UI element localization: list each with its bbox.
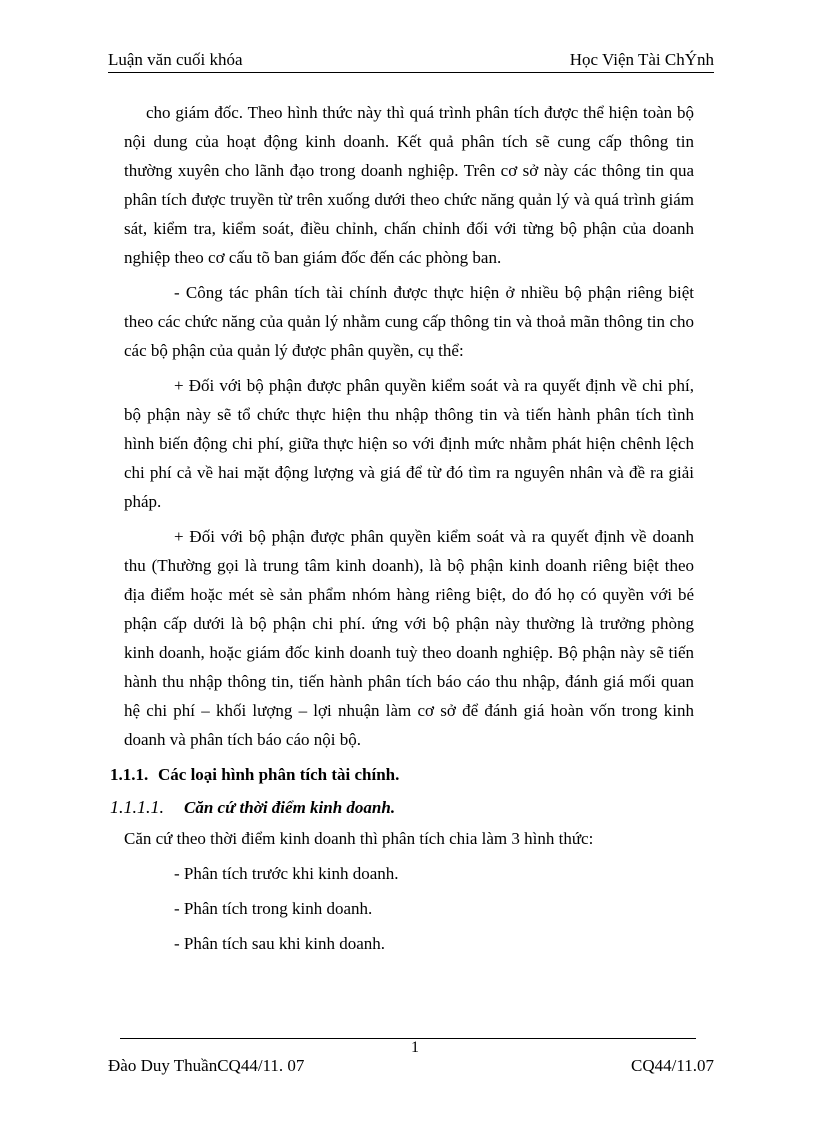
list-item: - Phân tích sau khi kinh doanh. xyxy=(174,934,386,953)
paragraph-2: - Công tác phân tích tài chính được thực hiện ở nhiều bộ phận riêng biệt theo các chức năng của quản lý nhằm cung cấp thông tin và thoả mãn thông tin cho các bộ phận của quản lý được phân quyền, cụ thể: xyxy=(124,283,694,360)
paragraph-1: cho giám đốc. Theo hình thức này thì quá trình phân tích được thể hiện toàn bộ nội dung của hoạt động kinh doanh. Kết quả phân tích sẽ cung cấp thông tin thường xuyên cho lãnh đạo trong doanh nghiệp. Trên cơ sở này các thông tin qua phân tích được truyền từ trên xuống dưới theo chức năng quản lý và quá trình giám sát, kiểm tra, kiểm soát, điều chỉnh, chấn chỉnh đối với từng bộ phận của doanh nghiệp theo cơ cấu tõ ban giám đốc đến các phòng ban. xyxy=(124,103,694,267)
subsection-number: 1.1.1.1. xyxy=(110,797,164,817)
subsection-title: Căn cứ thời điểm kinh doanh. xyxy=(184,798,396,817)
section-heading xyxy=(110,760,694,789)
section-number: 1.1.1. xyxy=(110,765,149,784)
page-number: 1 xyxy=(411,1039,419,1056)
document-body xyxy=(110,98,694,964)
paragraph-3: + Đối với bộ phận được phân quyền kiểm soát và ra quyết định về chi phí, bộ phận này sẽ tổ chức thực hiện thu nhập thông tin và tiến hành phân tích tình hình biến động chi phí, giữa thực hiện so với định mức nhằm phát hiện chênh lệch chi phí cả về hai mặt động lượng và giá để từ đó tìm ra nguyên nhân và đề ra giải pháp. xyxy=(124,376,694,511)
list-item: - Phân tích trong kinh doanh. xyxy=(174,899,373,918)
section-title: Các loại hình phân tích tài chính. xyxy=(158,765,400,784)
header-title-left: Luận văn cuối khóa xyxy=(108,50,243,69)
paragraph-5: Căn cứ theo thời điểm kinh doanh thì phân tích chia làm 3 hình thức: xyxy=(124,829,594,848)
footer-class-code: CQ44/11.07 xyxy=(631,1056,714,1075)
page-header xyxy=(108,48,714,73)
header-title-right: Học Viện Tài ChÝnh xyxy=(569,50,714,69)
list-item: - Phân tích trước khi kinh doanh. xyxy=(174,864,399,883)
paragraph-4: + Đối với bộ phận được phân quyền kiểm soát và ra quyết định về doanh thu (Thường gọi là trung tâm kinh doanh), là bộ phận kinh doanh riêng biệt theo địa điểm hoặc mét sè sản phẩm nhóm hàng riêng biệt, do đó họ có quyền với bé phận cấp dưới là bộ phận chi phí. ứng với bộ phận này thường là trưởng phòng kinh doanh, hoặc giám đốc kinh doanh tuỳ theo doanh nghiệp. Bộ phận này sẽ tiến hành thu nhập thông tin, tiến hành phân tích báo cáo thu nhập, đánh giá mối quan hệ chi phí – khối lượng – lợi nhuận làm cơ sở để đánh giá hoàn vốn trong kinh doanh và phân tích báo cáo nội bộ. xyxy=(124,527,694,749)
footer-author: Đào Duy ThuầnCQ44/11. 07 xyxy=(108,1056,305,1075)
subsection-heading xyxy=(110,793,694,822)
